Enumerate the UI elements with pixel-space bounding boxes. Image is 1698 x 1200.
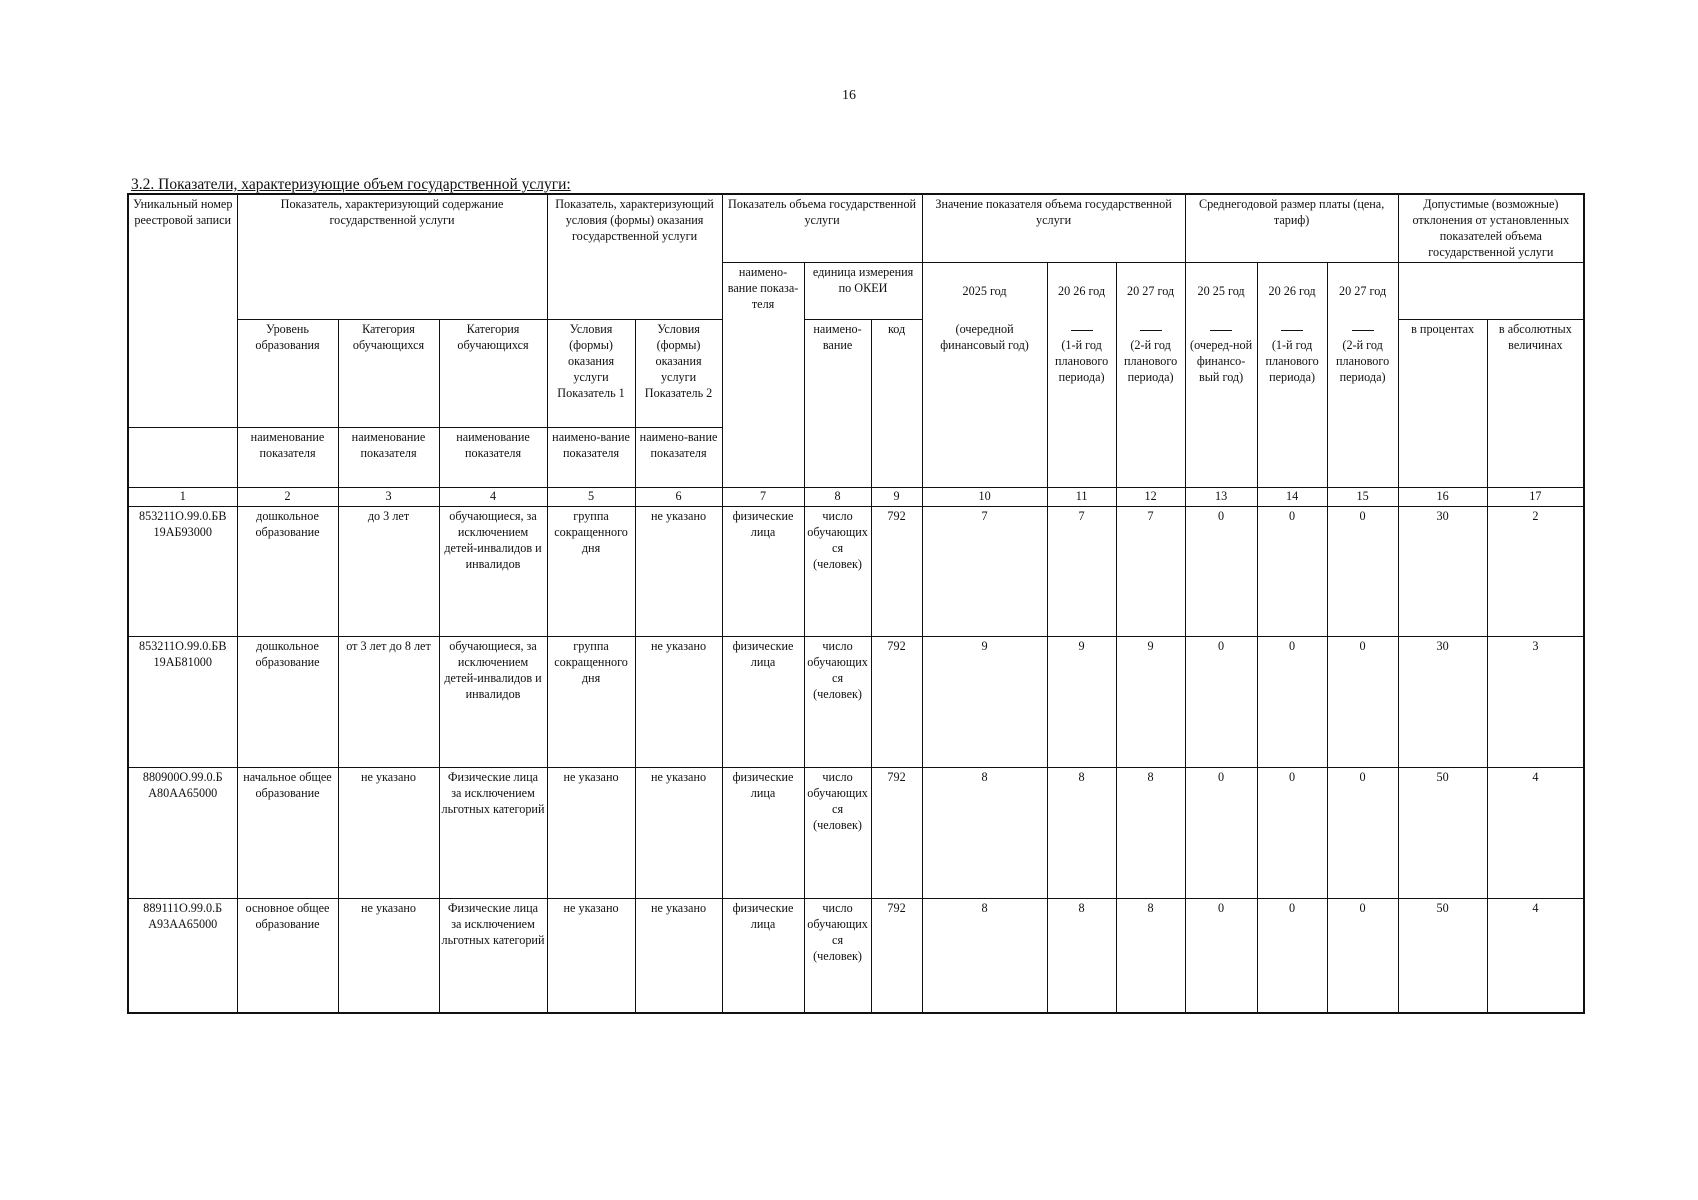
column-number: 10 [922,488,1047,507]
cell-deviation-absolute: 2 [1487,507,1584,637]
header-level: Уровень образования [237,320,338,428]
column-number: 8 [804,488,871,507]
cell-category-2: Физические лица за исключением льготных категорий [439,899,547,1013]
cell-category-1: до 3 лет [338,507,439,637]
header-fee-period-3 [1327,320,1398,488]
column-number: 12 [1116,488,1185,507]
cell-category-2: обучающиеся, за исключением детей-инвалидов и инвалидов [439,507,547,637]
volume-indicators-table [127,193,1585,1014]
header-name-indicator-5: наимено-вание показателя [547,428,635,488]
cell-value-year-1: 8 [922,899,1047,1013]
header-content-indicator: Показатель, характеризующий содержание государственной услуги [237,194,547,320]
cell-condition-1: не указано [547,768,635,899]
cell-unit-code: 792 [871,507,922,637]
header-unit-code: код [871,320,922,488]
column-number: 9 [871,488,922,507]
column-number: 5 [547,488,635,507]
cell-value-year-1: 8 [922,768,1047,899]
dash-line [1352,330,1374,331]
header-unique-number-spacer [128,428,237,488]
cell-value-year-3: 7 [1116,507,1185,637]
header-fee-year-2: 20 26 год [1257,263,1327,320]
header-conditions-indicator: Показатель, характеризующий условия (формы) оказания государственной услуги [547,194,722,320]
column-number: 1 [128,488,237,507]
header-unique-number: Уникальный номер реестровой записи [128,194,237,428]
column-number: 13 [1185,488,1257,507]
cell-category-1: от 3 лет до 8 лет [338,637,439,768]
header-category-1: Категория обучающихся [338,320,439,428]
cell-value-year-1: 7 [922,507,1047,637]
cell-category-2: обучающиеся, за исключением детей-инвалидов и инвалидов [439,637,547,768]
header-unit-name: наимено-вание [804,320,871,488]
cell-category-1: не указано [338,768,439,899]
dash-line [1071,330,1093,331]
header-value-period-2-text: (1-й год планового периода) [1054,337,1109,384]
cell-fee-year-1: 0 [1185,768,1257,899]
header-value-period-3-text: (2-й год планового периода) [1123,337,1178,384]
cell-fee-year-1: 0 [1185,637,1257,768]
header-value-period-2 [1047,320,1116,488]
header-unit-measure: единица измерения по ОКЕИ [804,263,922,320]
dash-line [1140,330,1162,331]
column-number: 3 [338,488,439,507]
cell-fee-year-3: 0 [1327,899,1398,1013]
cell-indicator-name: физические лица [722,899,804,1013]
cell-fee-year-3: 0 [1327,507,1398,637]
cell-condition-1: группа сокращенного дня [547,507,635,637]
header-name-indicator-6: наимено-вание показателя [635,428,722,488]
cell-value-year-2: 9 [1047,637,1116,768]
header-condition-2: Условия (формы) оказания услуги Показатель 2 [635,320,722,428]
cell-unit-code: 792 [871,899,922,1013]
cell-indicator-name: физические лица [722,637,804,768]
header-value-year-1: 2025 год [922,263,1047,320]
header-fee-period-2 [1257,320,1327,488]
column-number: 7 [722,488,804,507]
column-number: 14 [1257,488,1327,507]
table-row [128,899,1584,1013]
cell-category-1: не указано [338,899,439,1013]
cell-value-year-1: 9 [922,637,1047,768]
cell-deviation-percent: 30 [1398,507,1487,637]
section-title: 3.2. Показатели, характеризующие объем государственной услуги: [131,176,571,193]
cell-fee-year-3: 0 [1327,768,1398,899]
cell-deviation-percent: 30 [1398,637,1487,768]
cell-unique-number: 880900О.99.0.Б А80АА65000 [128,768,237,899]
cell-unit-code: 792 [871,768,922,899]
header-value-period-1: (очередной финансовый год) [922,320,1047,488]
header-fee-year-1: 20 25 год [1185,263,1257,320]
cell-unit-name: число обучающихся (человек) [804,507,871,637]
header-fee-period-1-text: (очеред-ной финансо-вый год) [1190,337,1253,384]
cell-fee-year-3: 0 [1327,637,1398,768]
cell-value-year-2: 7 [1047,507,1116,637]
header-fee-year-3: 20 27 год [1327,263,1398,320]
cell-category-2: Физические лица за исключением льготных категорий [439,768,547,899]
column-number: 4 [439,488,547,507]
cell-value-year-3: 8 [1116,768,1185,899]
cell-unit-name: число обучающихся (человек) [804,637,871,768]
header-volume-value: Значение показателя объема государственной услуги [922,194,1185,263]
cell-value-year-2: 8 [1047,768,1116,899]
table-row [128,768,1584,899]
header-name-indicator-2: наименование показателя [237,428,338,488]
cell-unit-name: число обучающихся (человек) [804,899,871,1013]
header-deviation-spacer [1398,263,1584,320]
cell-fee-year-2: 0 [1257,899,1327,1013]
cell-value-year-3: 8 [1116,899,1185,1013]
cell-unit-code: 792 [871,637,922,768]
cell-deviation-percent: 50 [1398,768,1487,899]
header-name-indicator-3: наименование показателя [338,428,439,488]
cell-level: начальное общее образование [237,768,338,899]
header-fee-period-3-text: (2-й год планового периода) [1336,337,1390,384]
column-number: 16 [1398,488,1487,507]
cell-deviation-absolute: 3 [1487,637,1584,768]
header-category-2: Категория обучающихся [439,320,547,428]
cell-indicator-name: физические лица [722,507,804,637]
header-name-indicator-4: наименование показателя [439,428,547,488]
cell-value-year-2: 8 [1047,899,1116,1013]
header-indicator-name: наимено-вание показа-теля [722,263,804,488]
cell-condition-1: группа сокращенного дня [547,637,635,768]
table-row [128,637,1584,768]
page-number: 16 [842,88,856,103]
cell-value-year-3: 9 [1116,637,1185,768]
column-number: 6 [635,488,722,507]
column-number: 11 [1047,488,1116,507]
cell-condition-2: не указано [635,637,722,768]
cell-condition-1: не указано [547,899,635,1013]
cell-level: дошкольное образование [237,637,338,768]
header-allowed-deviation: Допустимые (возможные) отклонения от установленных показателей объема государственной услуги [1398,194,1584,263]
cell-fee-year-1: 0 [1185,899,1257,1013]
header-in-percent: в процентах [1398,320,1487,488]
cell-unique-number: 853211О.99.0.БВ 19АБ81000 [128,637,237,768]
dash-line [1210,330,1232,331]
cell-condition-2: не указано [635,899,722,1013]
table-row [128,507,1584,637]
cell-condition-2: не указано [635,768,722,899]
column-number: 15 [1327,488,1398,507]
cell-unique-number: 889111О.99.0.Б А93АА65000 [128,899,237,1013]
cell-fee-year-2: 0 [1257,507,1327,637]
cell-level: основное общее образование [237,899,338,1013]
cell-unit-name: число обучающихся (человек) [804,768,871,899]
column-number: 17 [1487,488,1584,507]
cell-unique-number: 853211О.99.0.БВ 19АБ93000 [128,507,237,637]
header-fee-period-2-text: (1-й год планового периода) [1265,337,1319,384]
cell-fee-year-2: 0 [1257,768,1327,899]
header-in-absolute: в абсолютных величинах [1487,320,1584,488]
cell-indicator-name: физические лица [722,768,804,899]
header-value-year-2: 20 26 год [1047,263,1116,320]
cell-fee-year-1: 0 [1185,507,1257,637]
cell-fee-year-2: 0 [1257,637,1327,768]
cell-deviation-absolute: 4 [1487,768,1584,899]
cell-deviation-percent: 50 [1398,899,1487,1013]
cell-level: дошкольное образование [237,507,338,637]
cell-condition-2: не указано [635,507,722,637]
dash-line [1281,330,1303,331]
header-value-period-3 [1116,320,1185,488]
header-value-year-3: 20 27 год [1116,263,1185,320]
column-number: 2 [237,488,338,507]
header-condition-1: Условия (формы) оказания услуги Показатель 1 [547,320,635,428]
header-avg-fee: Среднегодовой размер платы (цена, тариф) [1185,194,1398,263]
header-fee-period-1 [1185,320,1257,488]
header-volume-indicator: Показатель объема государственной услуги [722,194,922,263]
cell-deviation-absolute: 4 [1487,899,1584,1013]
